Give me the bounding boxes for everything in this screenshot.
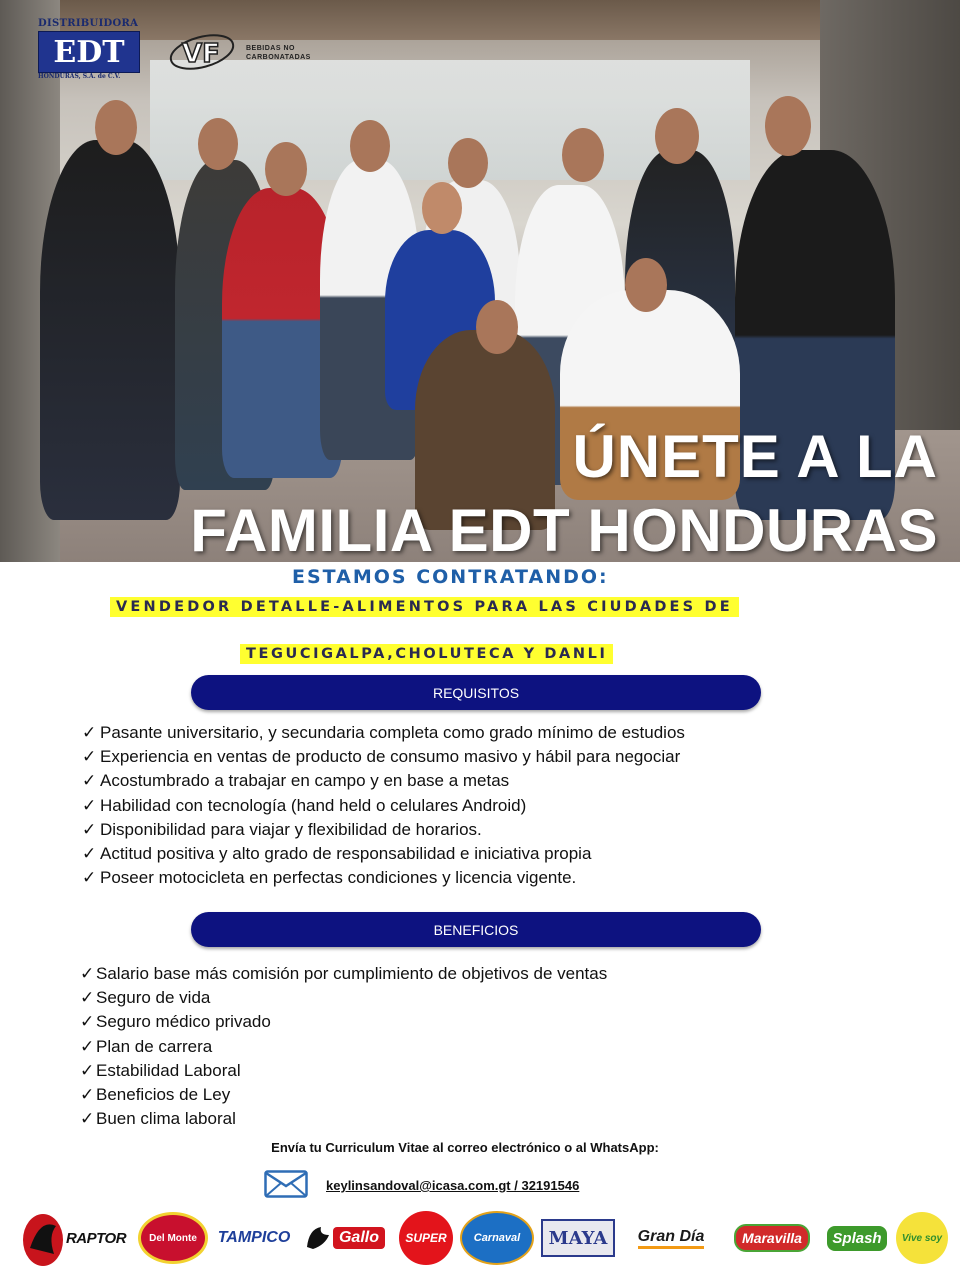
checkmark-icon: ✓ [82,819,97,839]
rooster-icon [303,1223,333,1253]
benefit-item [80,1108,607,1132]
position-line2: TEGUCIGALPA,CHOLUTECA Y DANLI [240,644,613,664]
brand-logo-raptor [14,1206,132,1270]
brand-logo-vive-soy-text: Vive soy [901,1232,943,1244]
brand-logo-gran-dia [626,1206,716,1270]
brand-logo-gran-dia-text: Gran Día [638,1228,705,1249]
team-member [40,140,180,520]
requirement-text: Disponibilidad para viajar y flexibilidad de horarios. [100,819,482,839]
benefit-text: Estabilidad Laboral [96,1060,241,1080]
edt-logo-brand: DISTRIBUIDORA [38,18,139,29]
envelope-icon [264,1170,308,1198]
brand-logo-splash [826,1206,888,1270]
brand-logo-tampico-text: TAMPICO [217,1229,291,1246]
brand-logo-vive-soy [894,1206,950,1270]
vive-soy-badge [896,1212,948,1264]
brand-logo-carnaval [460,1206,534,1270]
team-member-head [562,128,604,182]
brand-logo-maravilla-text: Maravilla [734,1224,810,1252]
benefit-text: Plan de carrera [96,1036,213,1056]
benefit-text: Seguro de vida [96,988,211,1008]
brand-logo-del-monte-text: Del Monte [149,1232,197,1244]
vf-logo-text [246,44,311,62]
benefit-text: Salario base más comisión por cumplimiento de objetivos de ventas [96,964,608,983]
team-member-head [95,100,137,155]
benefit-text: Beneficios de Ley [96,1084,231,1104]
benefit-text: Seguro médico privado [96,1012,271,1032]
position-line1: VENDEDOR DETALLE-ALIMENTOS PARA LAS CIUDADES DE [110,597,739,617]
checkmark-icon: ✓ [80,1109,95,1129]
maya-badge [541,1219,615,1257]
brand-logo-maravilla [726,1206,818,1270]
requirement-item [82,722,685,746]
checkmark-icon: ✓ [80,1084,95,1104]
benefit-text: Buen clima laboral [96,1109,236,1129]
super-badge [399,1211,453,1265]
checkmark-icon: ✓ [82,843,97,863]
requirement-text: Habilidad con tecnología (hand held o celulares Android) [100,795,527,815]
del-monte-badge [138,1212,208,1264]
edt-logo [38,18,140,88]
benefit-item [80,1036,607,1060]
headline-line2: FAMILIA EDT HONDURAS [190,497,938,562]
brand-logo-strip [14,1206,954,1272]
team-member-head [198,118,238,170]
edt-logo-sub: HONDURAS, S.A. de C.V. [38,73,121,80]
team-member-head [448,138,488,188]
requirement-item [82,819,685,843]
requirements-header: REQUISITOS [191,675,761,710]
team-member-head [422,182,462,234]
requirements-list [82,722,685,891]
contact-details-link[interactable]: keylinsandoval@icasa.com.gt / 32191546 [326,1178,580,1193]
requirement-item [82,867,685,891]
benefit-item [80,1060,607,1084]
checkmark-icon: ✓ [82,747,97,767]
brand-logo-super [398,1206,454,1270]
brand-logo-super-text: SUPER [405,1231,447,1245]
raptor-dino-icon [20,1208,66,1268]
requirement-item [82,770,685,794]
requirement-text: Acostumbrado a trabajar en campo y en base a metas [100,771,510,791]
requirement-text: Experiencia en ventas de producto de consumo masivo y hábil para negociar [100,747,681,767]
benefits-list [80,963,607,1132]
requirement-item [82,843,685,867]
benefit-item [80,963,607,987]
contact-prompt: Envía tu Curriculum Vitae al correo electrónico o al WhatsApp: [271,1140,659,1155]
checkmark-icon: ✓ [80,1036,95,1056]
brand-logo-maya-text: MAYA [548,1227,608,1249]
brand-logo-maya [540,1206,616,1270]
requirement-item [82,795,685,819]
carnaval-badge [460,1211,534,1265]
brand-logo-tampico [214,1206,294,1270]
team-photo [0,0,960,562]
checkmark-icon: ✓ [80,964,95,983]
brand-logo-raptor-text: RAPTOR [65,1229,127,1247]
requirement-text: Actitud positiva y alto grado de responsabilidad e iniciativa propia [100,843,592,863]
brand-logo-carnaval-text: Carnaval [473,1232,521,1244]
benefit-item [80,987,607,1011]
checkmark-icon: ✓ [80,1060,95,1080]
checkmark-icon: ✓ [82,795,97,815]
vf-logo-letters: VF [182,39,220,69]
checkmark-icon: ✓ [82,868,97,888]
checkmark-icon: ✓ [82,723,97,742]
headline-line1: ÚNETE A LA [572,423,938,490]
checkmark-icon: ✓ [80,1012,95,1032]
vf-logo-mark-icon [168,30,238,74]
brand-logo-gallo-text: Gallo [333,1227,385,1249]
benefit-item [80,1011,607,1035]
vf-logo-line2: CARBONATADAS [246,54,311,61]
benefit-item [80,1084,607,1108]
hiring-title: ESTAMOS CONTRATANDO: [292,566,609,588]
checkmark-icon: ✓ [80,988,95,1008]
team-member-head [655,108,699,164]
vf-logo-line1: BEBIDAS NO [246,45,295,52]
team-member-head [350,120,390,172]
requirement-text: Poseer motocicleta en perfectas condiciones y licencia vigente. [100,868,577,888]
team-member-head [265,142,307,196]
vf-logo [168,30,311,80]
team-member-head [765,96,811,156]
team-member-head [476,300,518,354]
benefits-header: BENEFICIOS [191,912,761,947]
team-member-head [625,258,667,312]
checkmark-icon: ✓ [82,771,97,791]
brand-logo-splash-text: Splash [827,1226,886,1251]
requirement-text: Pasante universitario, y secundaria completa como grado mínimo de estudios [100,723,685,742]
requirement-item [82,746,685,770]
brand-logo-gallo [298,1206,390,1270]
brand-logo-del-monte [138,1206,208,1270]
edt-logo-mark: EDT [38,31,140,73]
ceiling [0,0,960,40]
